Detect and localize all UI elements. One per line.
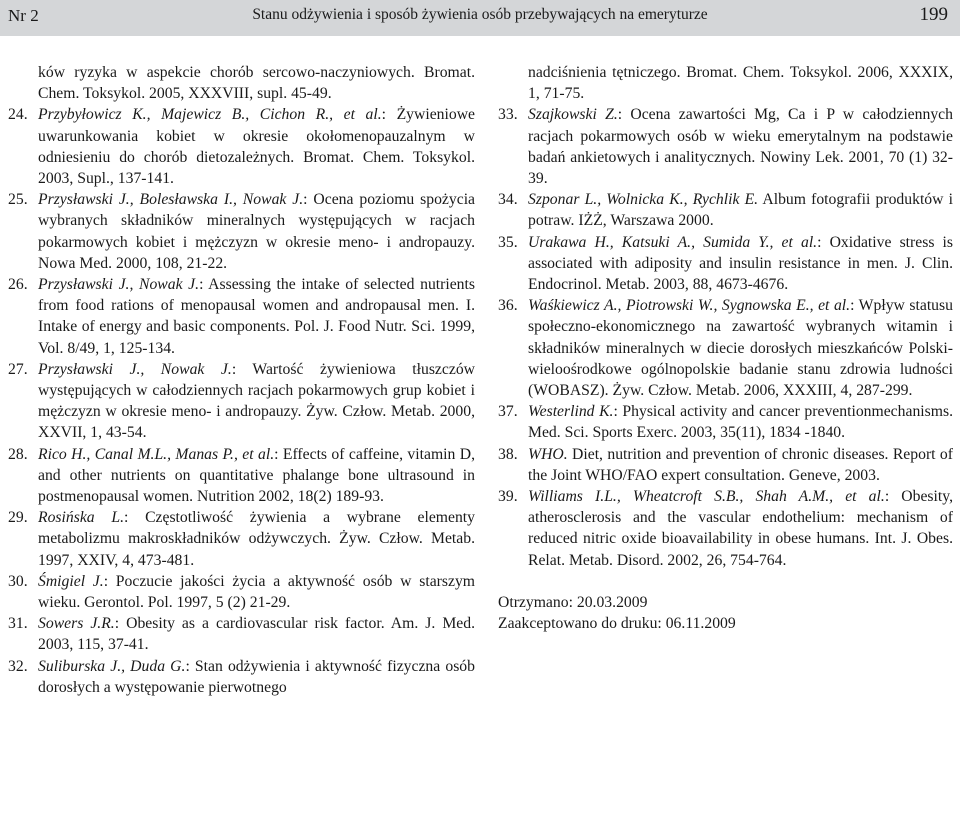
reference-authors: Williams I.L., Wheatcroft S.B., Shah A.M., et al.: [528, 488, 885, 506]
reference-authors: Przybyłowicz K., Majewicz B., Cichon R., et al.: [38, 106, 382, 124]
reference-authors: Przysławski J., Nowak J.: [38, 360, 232, 378]
reference-body: [38, 507, 475, 571]
reference-number: 31.: [8, 615, 28, 633]
reference-number: 36.: [498, 297, 518, 315]
reference-body: [528, 104, 953, 189]
reference-text: : Poczucie jakości życia a aktywność osób w starszym wieku. Gerontol. Pol. 1997, 5 (2) 21-29.: [38, 572, 475, 612]
reference-body: [38, 656, 475, 698]
reference-item: [8, 613, 475, 655]
reference-text: ków ryzyka w aspekcie chorób sercowo-naczyniowych. Bromat. Chem. Toksykol. 2005, XXXVIII, supl. 45-49.: [38, 64, 475, 103]
reference-authors: Szajkowski Z.: [528, 106, 618, 124]
reference-item: [498, 486, 953, 571]
reference-item: [8, 507, 475, 571]
reference-body: [528, 401, 953, 443]
reference-authors: Sowers J.R.: [38, 615, 115, 633]
reference-authors: Rico H., Canal M.L., Manas P., et al.: [38, 445, 275, 463]
received-date: Otrzymano: 20.03.2009: [498, 593, 648, 611]
reference-number: 27.: [8, 360, 28, 378]
reference-item: [498, 401, 953, 443]
reference-number: 24.: [8, 106, 28, 124]
page-number: 199: [919, 4, 948, 25]
reference-authors: Rosińska L.: [38, 509, 124, 527]
reference-item: [8, 359, 475, 444]
reference-text: : Ocena zawartości Mg, Ca i P w całodziennych racjach pokarmowych osób w wieku emerytalnym na podstawie badań ankietowych i analitycznych. Nowiny Lek. 2001, 70 (1) 32-39.: [528, 106, 953, 188]
reference-item: [8, 104, 475, 189]
reference-item: [498, 232, 953, 296]
reference-text: : Stan odżywienia i aktywność fizyczna osób dorosłych a występowanie pierwotnego: [38, 657, 475, 696]
journal-issue: Nr 2: [8, 6, 39, 25]
reference-body: [38, 571, 475, 613]
reference-text: : Assessing the intake of selected nutrients from food rations of menopausal women and andropausal men. I. Intake of energy and basic components. Pol. J. Food Nutr. Sci. 1999, Vol. 8/49, 1, 125-134.: [38, 276, 475, 357]
reference-text: : Obesity, atherosclerosis and the vascular endothelium: mechanism of reduced nitric oxide bioavailability in obese humans. Int. J. Obes. Relat. Metab. Disord. 2002, 26, 754-764.: [528, 488, 954, 569]
reference-number: 26.: [8, 276, 28, 294]
reference-body: [528, 62, 953, 104]
reference-authors: Suliburska J., Duda G.: [38, 657, 186, 675]
reference-authors: Szponar L., Wolnicka K., Rychlik E.: [528, 191, 759, 209]
reference-text: : Obesity as a cardiovascular risk factor. Am. J. Med. 2003, 115, 37-41.: [38, 615, 475, 654]
running-title: Stanu odżywienia i sposób żywienia osób przebywających na emeryturze: [252, 6, 708, 23]
reference-text: : Ocena poziomu spożycia wybranych składników mineralnych występujących w racjach pokarmowych kobiet i mężczyzn w okresie meno- i andropauzy. Nowa Med. 2000, 108, 21-22.: [38, 191, 476, 272]
reference-number: 32.: [8, 657, 28, 675]
reference-body: [38, 189, 475, 274]
reference-text: : Effects of caffeine, vitamin D, and other nutrients on quantitative phalange bone ultrasound in postmenopausal women. Nutrition 2002, 18(2) 189-93.: [38, 445, 475, 506]
reference-authors: Śmigiel J.: [38, 572, 104, 590]
reference-text: : Częstotliwość żywienia a wybrane elementy metabolizmu makroskładników odżywczych. Żyw. Człow. Metab. 1997, XXIV, 4, 473-481.: [38, 509, 475, 569]
reference-number: 38.: [498, 445, 518, 463]
reference-authors: Waśkiewicz A., Piotrowski W., Sygnowska E., et al.: [528, 297, 851, 315]
reference-number: 30.: [8, 572, 28, 590]
reference-body: [528, 295, 953, 401]
references-left-column: [8, 62, 475, 698]
reference-authors: WHO.: [528, 445, 568, 463]
reference-item: [498, 444, 953, 486]
reference-number: 29.: [8, 509, 28, 527]
reference-text: : Wartość żywieniowa tłuszczów występujących w całodziennych racjach pokarmowych grup kobiet i mężczyzn w okresie meno- i andropauzy. Żyw. Człow. Metab. 2000, XXVII, 1, 43-54.: [38, 360, 475, 442]
reference-body: [38, 274, 475, 359]
reference-text: : Physical activity and cancer preventionmechanisms. Med. Sci. Sports Exerc. 2003, 35(11), 1834 -1840.: [528, 403, 953, 442]
accepted-date: Zaakceptowano do druku: 06.11.2009: [498, 615, 736, 633]
reference-text: Album fotografii produktów i potraw. IŻŻ, Warszawa 2000.: [528, 191, 953, 230]
reference-authors: Przysławski J., Bolesławska I., Nowak J.: [38, 191, 304, 209]
reference-number: 39.: [498, 488, 518, 506]
reference-body: [528, 444, 953, 486]
reference-item: [8, 274, 475, 359]
references-right-list: [498, 62, 953, 571]
reference-item: [498, 104, 953, 189]
reference-text: : Oxidative stress is associated with adiposity and insulin resistance in men. J. Clin. Endocrinol. Metab. 2003, 88, 4673-4676.: [528, 233, 954, 294]
reference-authors: Westerlind K.: [528, 403, 614, 421]
reference-item: [8, 189, 475, 274]
reference-authors: Urakawa H., Katsuki A., Sumida Y., et al.: [528, 233, 818, 251]
reference-body: [528, 189, 953, 231]
reference-number: 37.: [498, 403, 518, 421]
reference-authors: Przysławski J., Nowak J.: [38, 276, 200, 294]
reference-item: [498, 189, 953, 231]
reference-body: [528, 232, 953, 296]
reference-number: 34.: [498, 191, 518, 209]
reference-number: 25.: [8, 191, 28, 209]
reference-number: 33.: [498, 106, 518, 124]
references-right-column: [498, 62, 953, 634]
running-header: [0, 0, 960, 36]
reference-body: [528, 486, 953, 571]
reference-text: : Wpływ statusu społeczno-ekonomicznego na zawartość wybranych witamin i składników mineralnych w diecie dorosłych mieszkańców Polski-wieloośrodkowe ogólnopolskie badanie stanu zdrowia ludności (WOBASZ). Żyw. Człow. Metab. 2006, XXXIII, 4, 287-299.: [528, 297, 953, 400]
reference-item: [8, 571, 475, 613]
reference-text: Diet, nutrition and prevention of chronic diseases. Report of the Joint WHO/FAO expert consultation. Geneve, 2003.: [528, 445, 953, 484]
reference-item: [498, 62, 953, 104]
reference-body: [38, 444, 475, 508]
reference-body: [38, 613, 475, 655]
reference-item: [8, 656, 475, 698]
reference-item: [498, 295, 953, 401]
article-dates: [498, 592, 953, 634]
reference-body: [38, 104, 475, 189]
reference-number: 35.: [498, 233, 518, 251]
reference-body: [38, 62, 475, 104]
reference-number: 28.: [8, 445, 28, 463]
reference-item: [8, 444, 475, 508]
reference-text: : Żywieniowe uwarunkowania kobiet w okresie okołomenopauzalnym w odniesieniu do chorób dietozależnych. Bromat. Chem. Toksykol. 2003, Supl., 137-141.: [38, 106, 475, 188]
reference-item: [8, 62, 475, 104]
reference-text: nadciśnienia tętniczego. Bromat. Chem. Toksykol. 2006, XXXIX, 1, 71-75.: [528, 64, 953, 103]
reference-body: [38, 359, 475, 444]
